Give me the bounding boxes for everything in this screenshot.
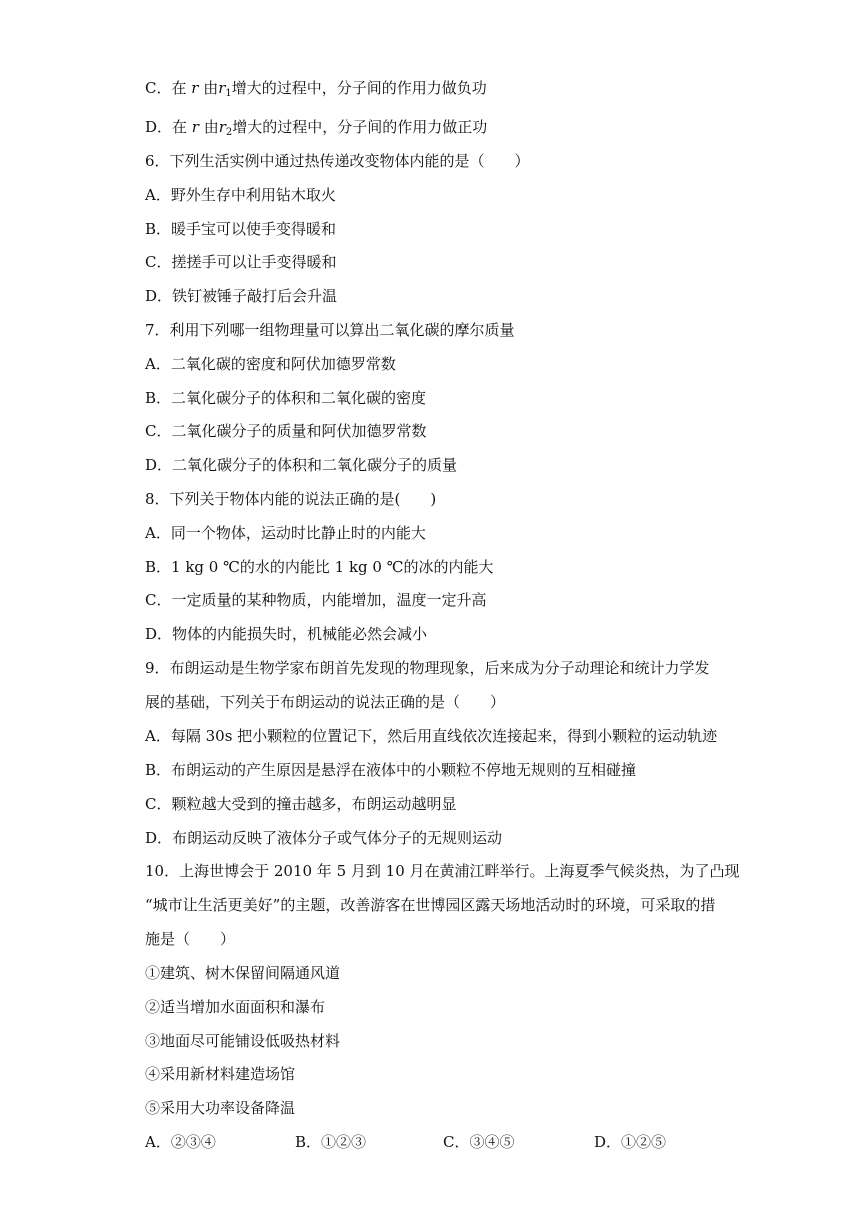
q9-option-d: D．布朗运动反映了液体分子或气体分子的无规则运动 [145,829,503,847]
q9-stem-line2: 展的基础，下列关于布朗运动的说法正确的是（ ） [145,693,506,711]
q6-option-c: C．搓搓手可以让手变得暖和 [145,253,337,271]
q5-option-c [145,78,487,104]
q5-d-var: r [191,118,199,136]
q5-c-mid: 由 [198,79,219,97]
q5-d-mid: 由 [198,118,219,136]
q10-option-c: C．③④⑤ [443,1133,515,1151]
q9-option-c: C．颗粒越大受到的撞击越多，布朗运动越明显 [145,795,457,813]
q5-d-suffix: 增大的过程中，分子间的作用力做正功 [232,118,488,136]
q10-item-5: ⑤采用大功率设备降温 [145,1099,296,1117]
q7-option-b: B．二氧化碳分子的体积和二氧化碳的密度 [145,389,427,407]
q8-stem: 8．下列关于物体内能的说法正确的是( ) [145,490,437,508]
q5-d-sym: r [218,118,226,136]
q5-c-var: r [191,79,199,97]
q5-c-sub: 1 [225,88,232,99]
q10-stem-line1: 10．上海世博会于 2010 年 5 月到 10 月在黄浦江畔举行。上海夏季气候炎热，为了凸现 [145,862,740,880]
q5-c-prefix: C．在 [145,79,192,97]
q10-item-3: ③地面尽可能铺设低吸热材料 [145,1032,341,1050]
q5-c-suffix: 增大的过程中，分子间的作用力做负功 [231,79,487,97]
q5-d-sub: 2 [225,127,233,138]
q8-option-a: A．同一个物体，运动时比静止时的内能大 [145,524,426,542]
q6-option-a: A．野外生存中利用钻木取火 [145,186,336,204]
q10-option-d: D．①②⑤ [594,1133,667,1151]
q10-option-a: A．②③④ [145,1133,216,1151]
q9-option-b: B．布朗运动的产生原因是悬浮在液体中的小颗粒不停地无规则的互相碰撞 [145,761,637,779]
q5-option-d [145,117,487,143]
q10-option-b: B．①②③ [295,1133,367,1151]
q9-stem-line1: 9．布朗运动是生物学家布朗首先发现的物理现象，后来成为分子动理论和统计力学发 [145,659,710,677]
q7-option-c: C．二氧化碳分子的质量和阿伏加德罗常数 [145,422,427,440]
q6-option-b: B．暖手宝可以使手变得暖和 [145,220,337,238]
q10-stem-line2: “城市让生活更美好”的主题，改善游客在世博园区露天场地活动时的环境，可采取的措 [145,896,716,914]
q8-option-c: C．一定质量的某种物质，内能增加，温度一定升高 [145,591,487,609]
q10-item-4: ④采用新材料建造场馆 [145,1065,296,1083]
q6-option-d: D．铁钉被锤子敲打后会升温 [145,287,338,305]
q10-stem-line3: 施是（ ） [145,930,236,948]
q5-d-prefix: D．在 [145,118,192,136]
q8-option-b: B．1 kg 0 ℃的水的内能比 1 kg 0 ℃的冰的内能大 [145,558,494,576]
q7-stem: 7．利用下列哪一组物理量可以算出二氧化碳的摩尔质量 [145,321,515,339]
q5-c-sym: r [218,79,226,97]
q7-option-a: A．二氧化碳的密度和阿伏加德罗常数 [145,355,396,373]
q9-option-a: A．每隔 30s 把小颗粒的位置记下，然后用直线依次连接起来，得到小颗粒的运动轨迹 [145,727,718,745]
q7-option-d: D．二氧化碳分子的体积和二氧化碳分子的质量 [145,456,458,474]
q8-option-d: D．物体的内能损失时，机械能必然会减小 [145,625,428,643]
q10-item-1: ①建筑、树木保留间隔通风道 [145,964,341,982]
q6-stem: 6．下列生活实例中通过热传递改变物体内能的是（ ） [145,152,530,170]
q10-item-2: ②适当增加水面面积和瀑布 [145,998,326,1016]
